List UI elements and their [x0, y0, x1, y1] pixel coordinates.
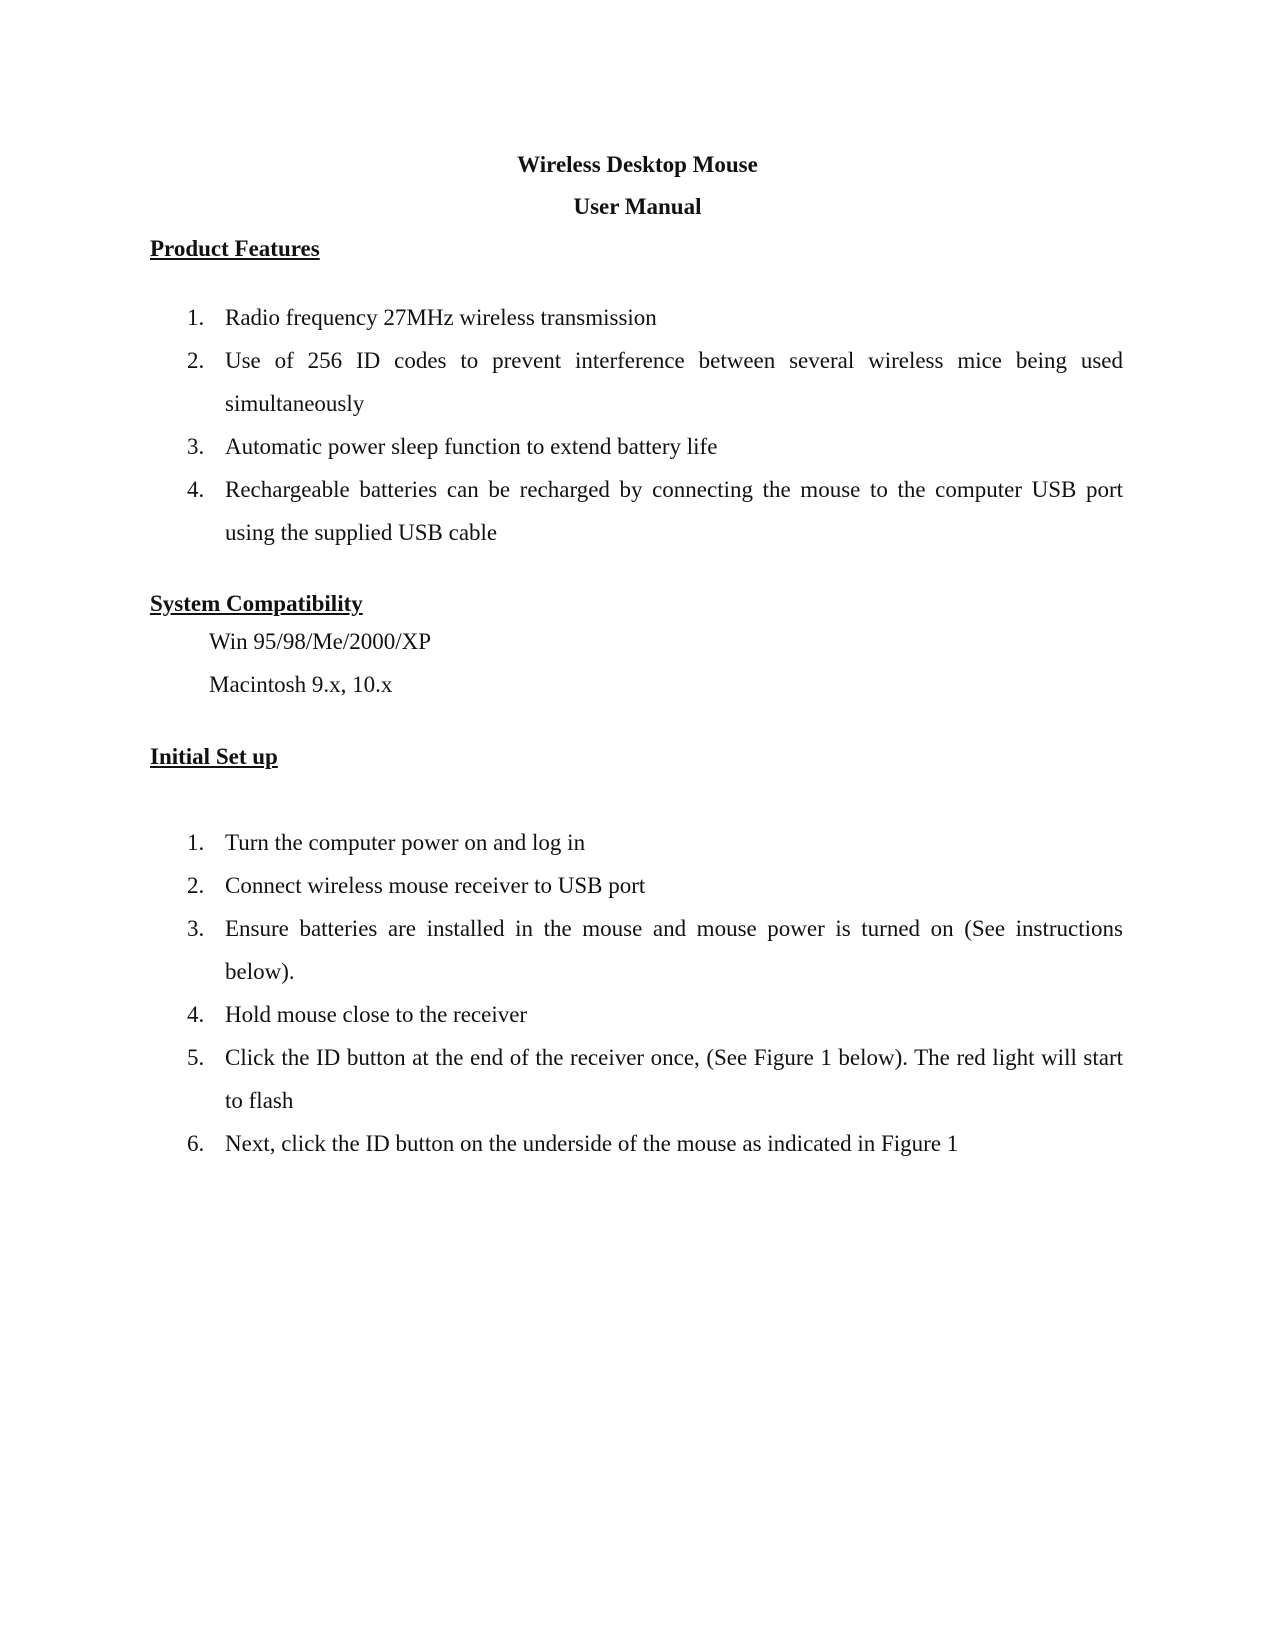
list-item-number: 3. [187, 434, 205, 459]
initial-setup-heading: Initial Set up [150, 744, 278, 769]
system-compatibility-heading: System Compatibility [150, 591, 363, 616]
product-features-heading: Product Features [150, 236, 320, 261]
list-item-text: Click the ID button at the end of the receiver once, (See Figure 1 below). The red light will start to flash [225, 1045, 1123, 1113]
list-item [150, 864, 1123, 907]
list-item-number: 1. [187, 830, 205, 855]
list-item-number: 5. [187, 1045, 205, 1070]
list-item-text: Turn the computer power on and log in [225, 830, 586, 855]
list-item-number: 2. [187, 873, 205, 898]
list-item-number: 1. [187, 305, 205, 330]
list-item-number: 2. [187, 348, 205, 373]
list-item-text: Ensure batteries are installed in the mouse and mouse power is turned on (See instructions below). [225, 916, 1123, 984]
list-item [150, 339, 1123, 425]
list-item [150, 821, 1123, 864]
list-item-number: 3. [187, 916, 205, 941]
list-item [150, 1122, 1123, 1165]
list-item-text: Automatic power sleep function to extend battery life [225, 434, 718, 459]
list-item [150, 907, 1123, 993]
list-item [150, 425, 1123, 468]
list-item-text: Hold mouse close to the receiver [225, 1002, 528, 1027]
compat-item-macintosh: Macintosh 9.x, 10.x [209, 672, 393, 697]
list-item-text: Rechargeable batteries can be recharged by connecting the mouse to the computer USB port using the supplied USB cable [225, 477, 1123, 545]
initial-setup-list [150, 821, 1123, 1165]
list-item-number: 6. [187, 1131, 205, 1156]
list-item-text: Radio frequency 27MHz wireless transmission [225, 305, 657, 330]
compat-item-windows: Win 95/98/Me/2000/XP [209, 629, 432, 654]
list-item [150, 993, 1123, 1036]
product-features-list [150, 296, 1123, 554]
list-item-number: 4. [187, 1002, 205, 1027]
list-item [150, 468, 1123, 554]
list-item [150, 1036, 1123, 1122]
list-item-number: 4. [187, 477, 205, 502]
list-item-text: Connect wireless mouse receiver to USB port [225, 873, 646, 898]
list-item-text: Next, click the ID button on the underside of the mouse as indicated in Figure 1 [225, 1131, 959, 1156]
document-subtitle: User Manual [573, 194, 702, 219]
list-item-text: Use of 256 ID codes to prevent interference between several wireless mice being used simultaneously [225, 348, 1123, 416]
document-title: Wireless Desktop Mouse [517, 152, 758, 177]
list-item [150, 296, 1123, 339]
